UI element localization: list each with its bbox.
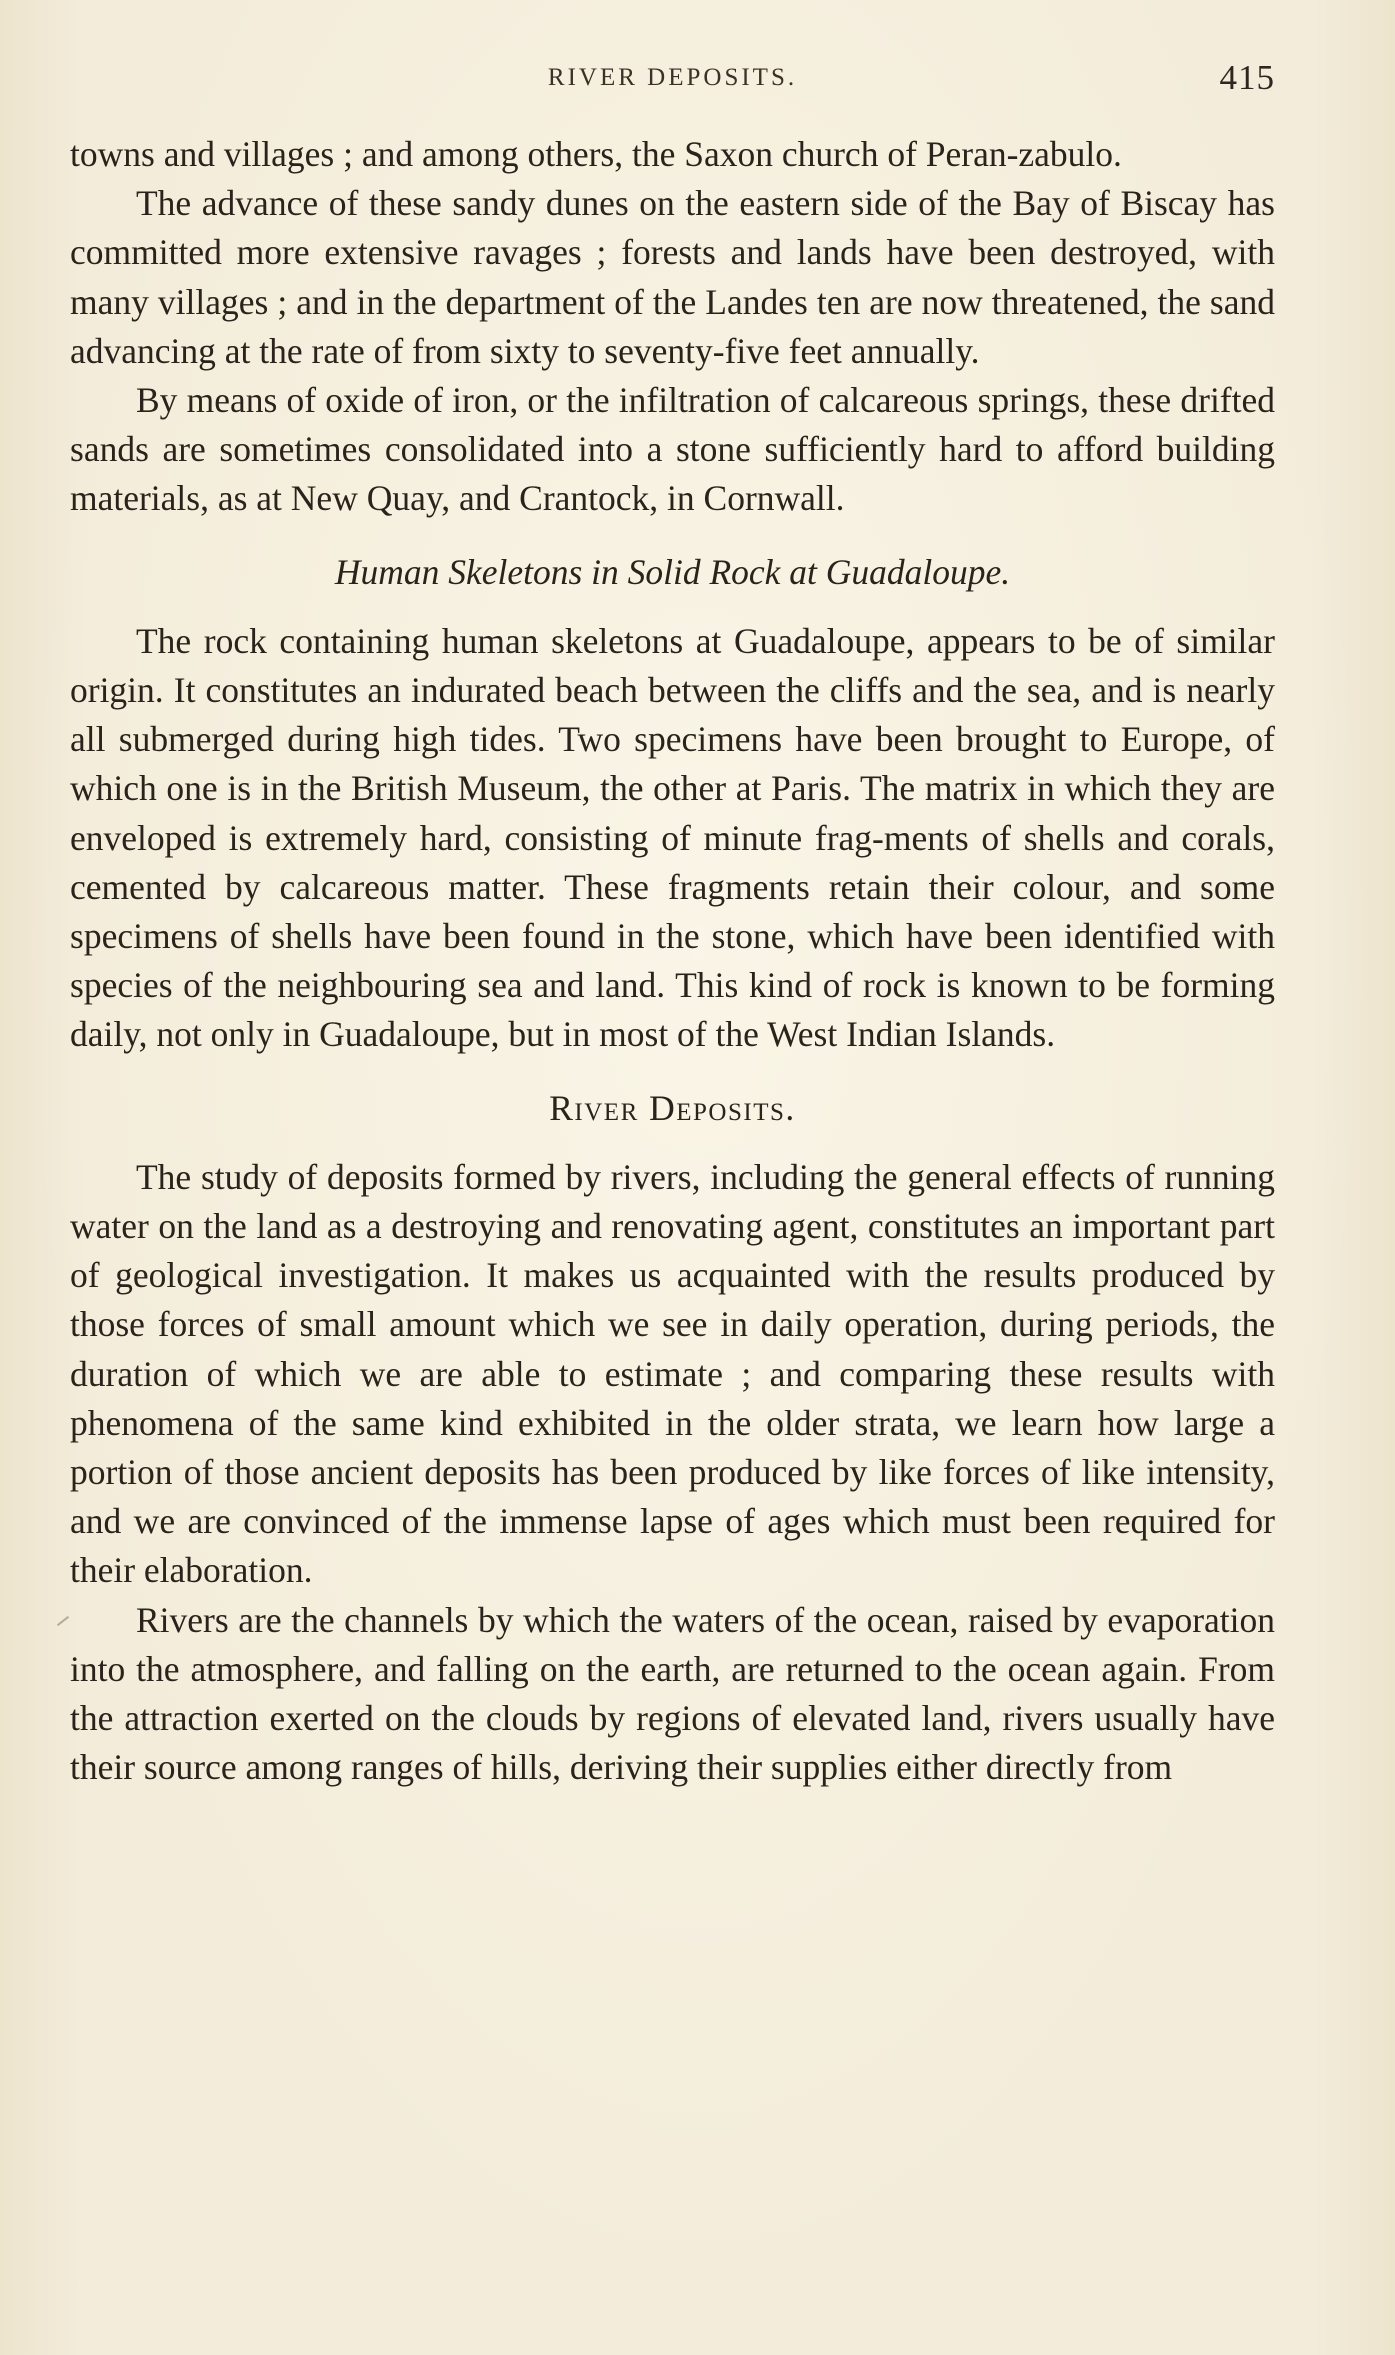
running-head — [70, 58, 1275, 102]
pencil-mark — [57, 1616, 69, 1626]
section-heading-river-deposits: River Deposits. — [549, 1087, 796, 1128]
section-heading-human-skeletons: Human Skeletons in Solid Rock at Guadaloupe. — [334, 551, 1011, 592]
running-title: RIVER DEPOSITS. — [547, 64, 798, 91]
paragraph-continuation: towns and villages ; and among others, the Saxon church of Peran-zabulo. — [70, 134, 1122, 174]
paragraph-rivers-channels: Rivers are the channels by which the waters of the ocean, raised by evaporation into the atmosphere, and falling on the earth, are returned to the ocean again. From the attraction exerted on the clouds by regions of elevated land, rivers usually have their source among ranges of hills, deriving their supplies either directly from — [70, 1599, 1275, 1788]
body-text — [70, 130, 1275, 1793]
paragraph-guadaloupe-rock: The rock containing human skeletons at Guadaloupe, appears to be of similar origin. It constitutes an indurated beach between the cliffs and the sea, and is nearly all submerged during high tides. Two specimens have been brought to Europe, of which one is in the British Museum, the other at Paris. The matrix in which they are enveloped is extremely hard, consisting of minute frag-ments of shells and corals, cemented by calcareous matter. These fragments retain their colour, and some specimens of shells have been found in the stone, which have been identified with species of the neighbouring sea and land. This kind of rock is known to be forming daily, not only in Guadaloupe, but in most of the West Indian Islands. — [70, 620, 1275, 1055]
page-number: 415 — [1219, 58, 1275, 97]
paragraph-drifted-sands: By means of oxide of iron, or the infiltration of calcareous springs, these drifted sands are sometimes consolidated into a stone sufficiently hard to afford building materials, as at New Quay, and Crantock, in Cornwall. — [70, 380, 1275, 519]
paragraph-bay-of-biscay: The advance of these sandy dunes on the eastern side of the Bay of Biscay has committed more extensive ravages ; forests and lands have been destroyed, with many villages ; and in the department of the Landes ten are now threatened, the sand advancing at the rate of from sixty to seventy-five feet annually. — [70, 183, 1275, 371]
paragraph-study-of-deposits: The study of deposits formed by rivers, including the general effects of running water on the land as a destroying and renovating agent, constitutes an important part of geological investigation. It makes us acquainted with the results produced by those forces of small amount which we see in daily operation, during periods, the duration of which we are able to estimate ; and comparing these results with phenomena of the same kind exhibited in the older strata, we learn how large a portion of those ancient deposits has been produced by like forces of like intensity, and we are convinced of the immense lapse of ages which must been required for their elaboration. — [70, 1156, 1275, 1591]
